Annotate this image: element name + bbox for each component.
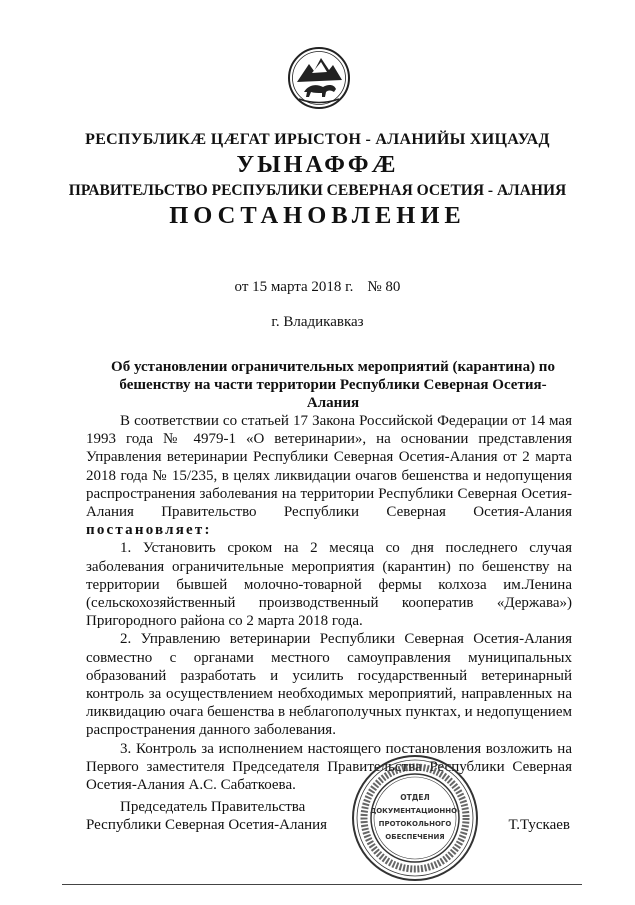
document-title: Об установлении ограничительных мероприятий (карантина) по бешенству на части территории Республики Северная Осетия-Алания bbox=[111, 359, 555, 411]
stamp-line-3: ПРОТОКОЛЬНОГО bbox=[378, 820, 452, 828]
russian-decree-heading: ПОСТАНОВЛЕНИЕ bbox=[169, 202, 466, 229]
ossetian-government-heading: РЕСПУБЛИКӔ ЦӔГАТ ИРЫСТОН - АЛАНИЙЫ ХИЦАУАД bbox=[85, 131, 550, 148]
stamp-line-1: ОТДЕЛ bbox=[400, 793, 430, 802]
signatory-position bbox=[86, 798, 356, 834]
document-number: № 80 bbox=[367, 279, 401, 295]
signatory-name: Т.Тускаев bbox=[508, 817, 570, 833]
ossetian-decree-heading: УЫНАФФӔ bbox=[236, 152, 399, 178]
coat-of-arms-emblem-icon bbox=[287, 46, 351, 110]
document-city: г. Владикавказ bbox=[271, 314, 364, 330]
russian-government-heading: ПРАВИТЕЛЬСТВО РЕСПУБЛИКИ СЕВЕРНАЯ ОСЕТИЯ - АЛАНИЯ bbox=[68, 182, 567, 199]
preamble-paragraph bbox=[86, 412, 572, 539]
document-date-line bbox=[0, 279, 635, 296]
signature-block bbox=[86, 798, 572, 838]
document-body bbox=[86, 412, 572, 794]
date-prefix: от bbox=[234, 279, 249, 295]
item-1-paragraph: 1. Установить сроком на 2 месяца со дня последнего случая заболевания ограничительные мероприятия (карантин) по бешенству на территории бывшей молочно-товарной фермы колхоза им.Ленина (сельскохозяйственный производственный кооператив «Держава») Пригородного района со 2 марта 2018 года. bbox=[86, 540, 572, 630]
decree-word: постановляет: bbox=[86, 522, 212, 539]
item-3-paragraph: 3. Контроль за исполнением настоящего постановления возложить на Первого заместителя Председателя Правительства Республики Северная Осетия-Алания А.С. Сабаткоева. bbox=[86, 740, 572, 794]
document-date: 15 марта bbox=[252, 279, 308, 295]
signatory-position-line2: Республики Северная Осетия-Алания bbox=[86, 817, 328, 833]
preamble-text: В соответствии со статьей 17 Закона Российской Федерации от 14 мая 1993 года № 4979-1 «О ветеринарии», на основании представления Управления ветеринарии Республики Северная Осетия-Алания от 2 марта 2018 года № 15/235, в целях ликвидации очагов бешенства и недопущения распространения заболевания на территории Республики Северная Осетия-Алания Правительство Республики Северная Осетия-Алания bbox=[86, 413, 572, 521]
stamp-line-4: ОБЕСПЕЧЕНИЯ bbox=[385, 833, 445, 841]
bottom-rule bbox=[62, 884, 582, 885]
stamp-line-2: ДОКУМЕНТАЦИОННО- bbox=[370, 807, 460, 815]
document-year: 2018 г. bbox=[311, 279, 354, 295]
item-2-paragraph: 2. Управлению ветеринарии Республики Северная Осетия-Алания совместно с органами местного самоуправления муниципальных образований разработать и усилить государственный ветеринарный контроль за осуществлением необходимых мероприятий, направленных на ликвидацию очага бешенства в неблагополучных пунктах, и недопущением распространения данного заболевания. bbox=[86, 631, 572, 739]
signatory-position-line1: Председатель Правительства bbox=[120, 799, 306, 815]
official-seal-stamp-icon bbox=[350, 753, 480, 883]
